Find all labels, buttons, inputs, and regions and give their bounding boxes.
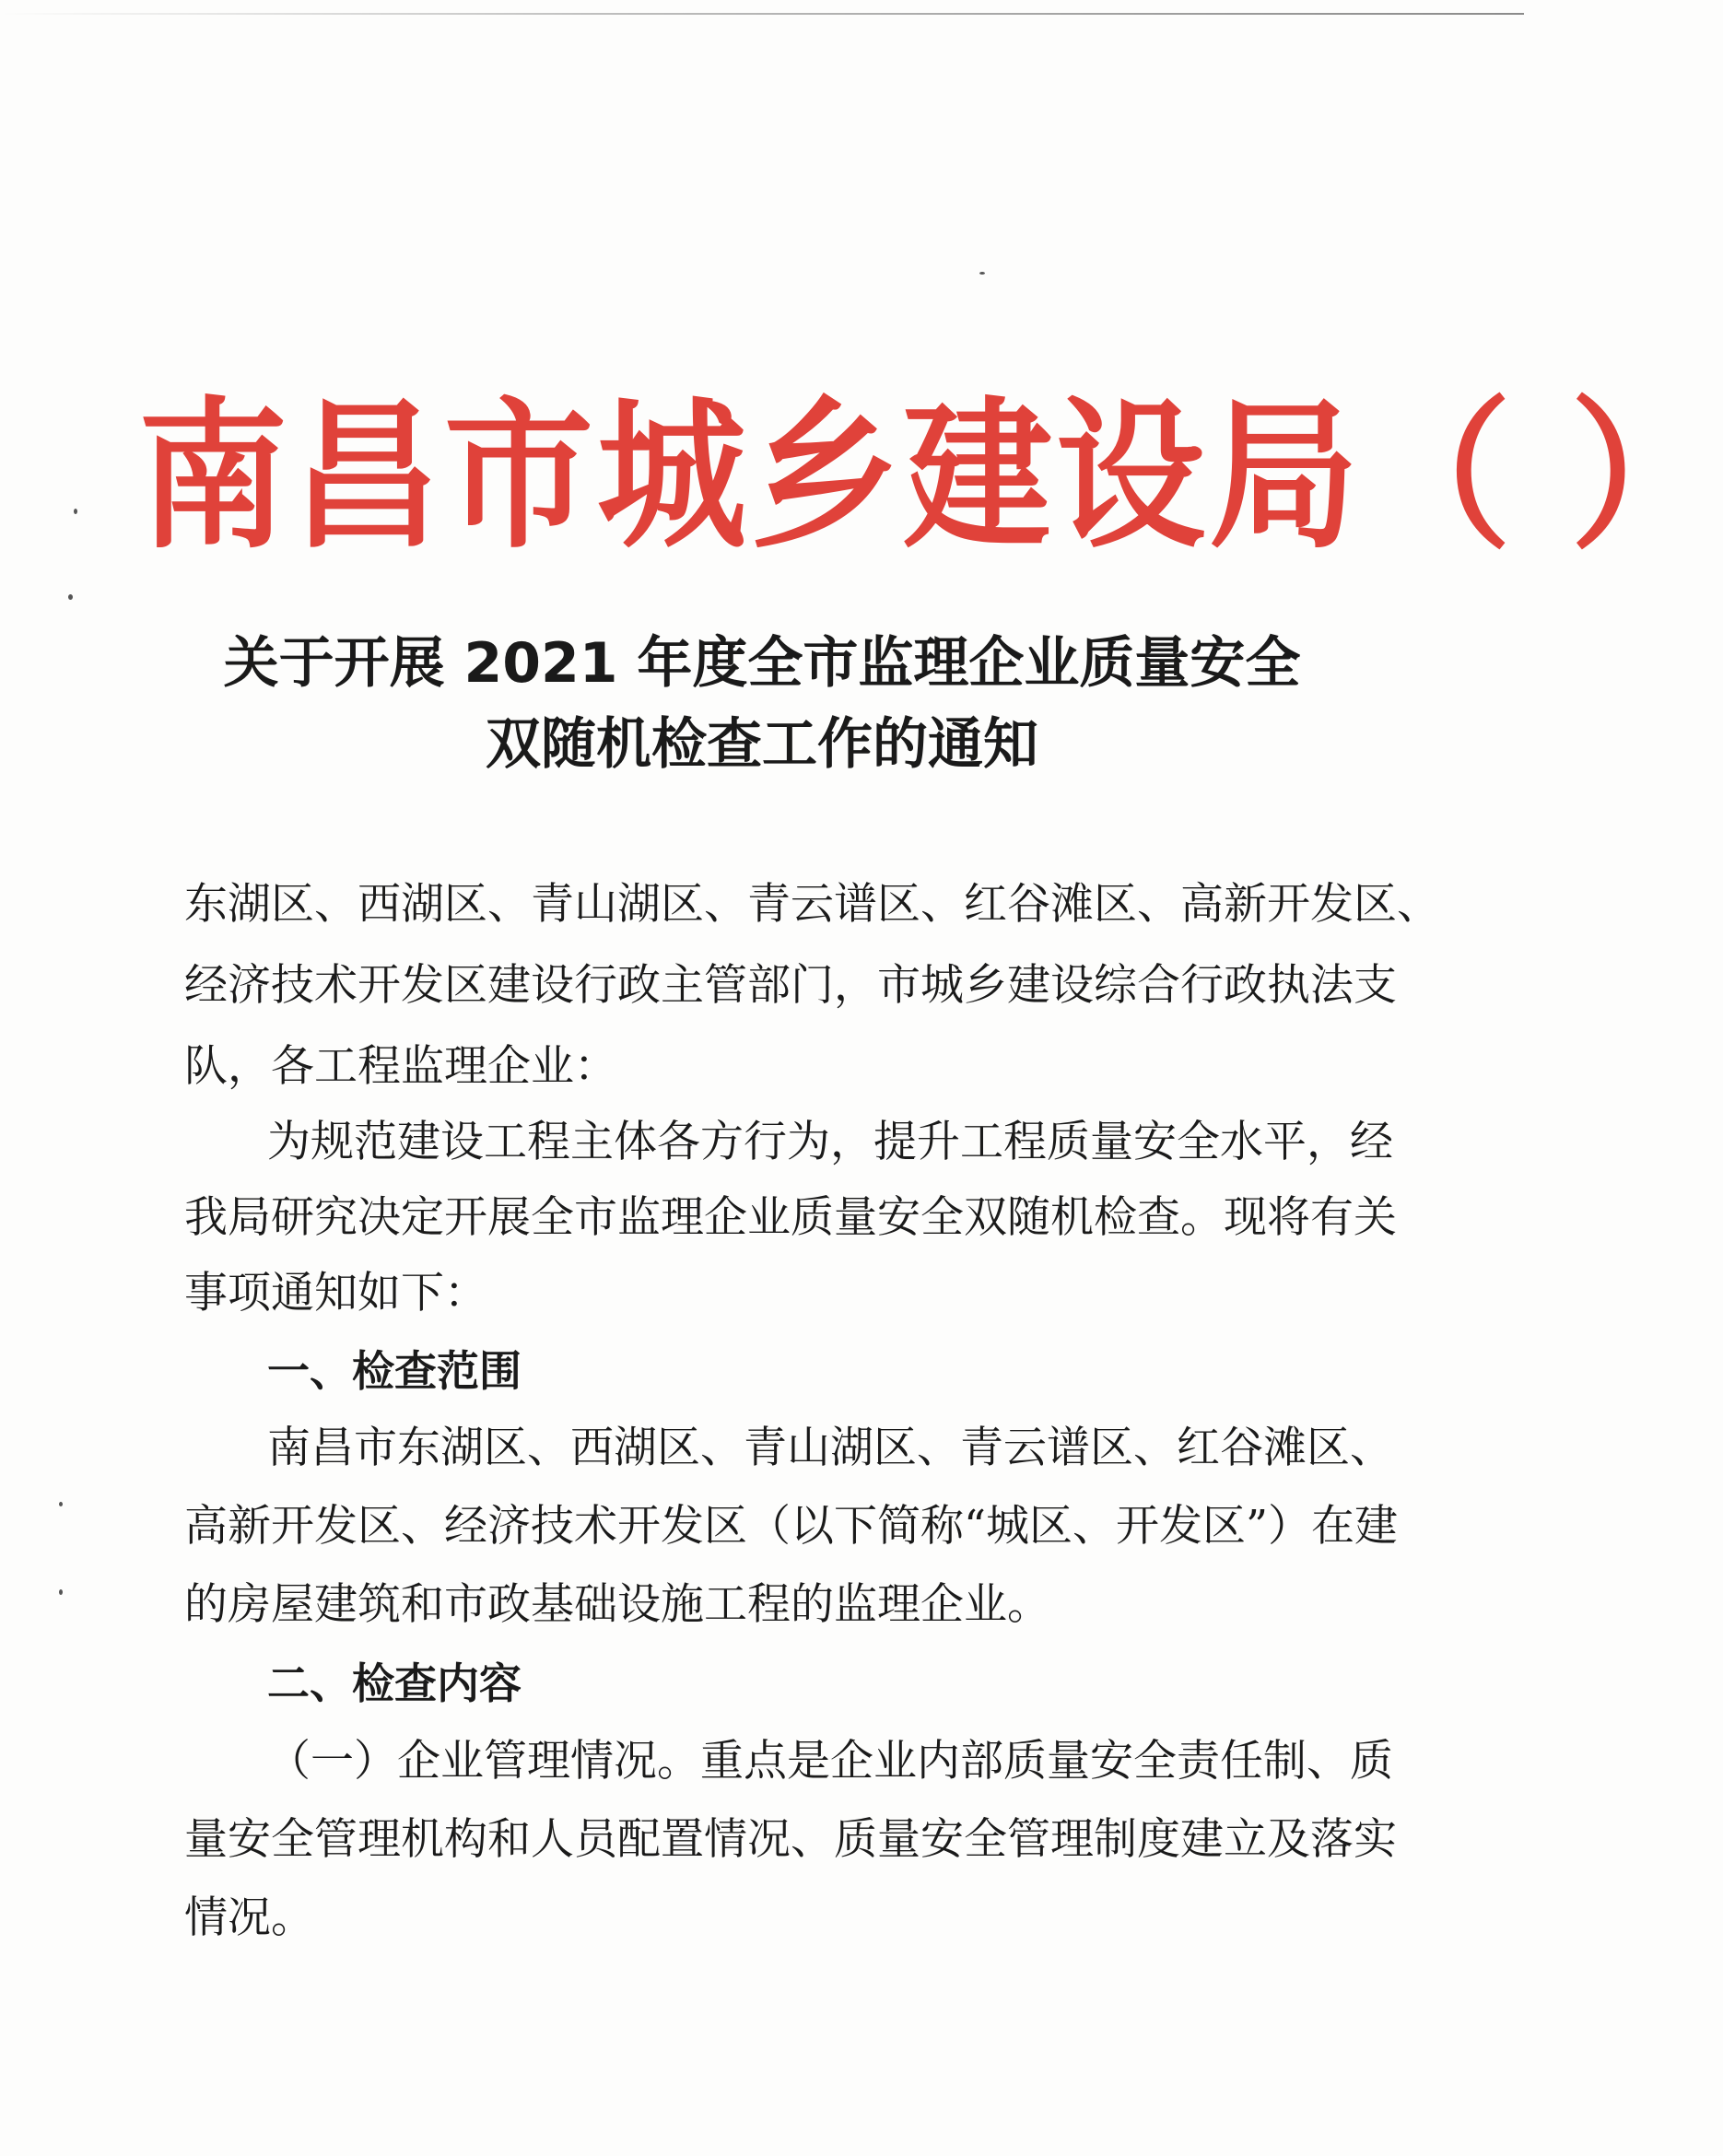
content-line-3: 情况。 (184, 1892, 314, 1943)
salutation-line-3: 队，各工程监理企业： (184, 1041, 617, 1092)
scan-speck (59, 1589, 63, 1595)
content-line-2: 量安全管理机构和人员配置情况、质量安全管理制度建立及落实 (184, 1814, 1397, 1865)
scan-speck (68, 594, 73, 600)
intro-line-3: 事项通知如下： (184, 1268, 487, 1318)
document-title-line-2: 双随机检查工作的通知 (486, 712, 1038, 777)
scope-line-3: 的房屋建筑和市政基础设施工程的监理企业。 (184, 1579, 1050, 1630)
intro-line-2: 我局研究决定开展全市监理企业质量安全双随机检查。现将有关 (184, 1192, 1397, 1243)
intro-line-1: 为规范建设工程主体各方行为，提升工程质量安全水平，经 (267, 1117, 1393, 1167)
scan-speck (59, 1502, 63, 1506)
salutation-line-2: 经济技术开发区建设行政主管部门，市城乡建设综合行政执法支 (184, 960, 1397, 1011)
issuing-authority-header: 南昌市城乡建设局（ ） (138, 383, 1723, 571)
section-heading-content: 二、检查内容 (267, 1658, 522, 1708)
scan-speck (74, 509, 77, 514)
scan-edge (0, 13, 1524, 15)
content-line-1: （一）企业管理情况。重点是企业内部质量安全责任制、质 (267, 1736, 1393, 1787)
scope-line-2: 高新开发区、经济技术开发区（以下简称“城区、开发区”）在建 (184, 1501, 1399, 1552)
salutation-line-1: 东湖区、西湖区、青山湖区、青云谱区、红谷滩区、高新开发区、 (184, 879, 1440, 930)
scope-line-1: 南昌市东湖区、西湖区、青山湖区、青云谱区、红谷滩区、 (267, 1423, 1393, 1473)
scan-speck (979, 272, 985, 275)
document-title-line-1: 关于开展 2021 年度全市监理企业质量安全 (223, 631, 1301, 696)
section-heading-scope: 一、检查范围 (267, 1346, 522, 1396)
